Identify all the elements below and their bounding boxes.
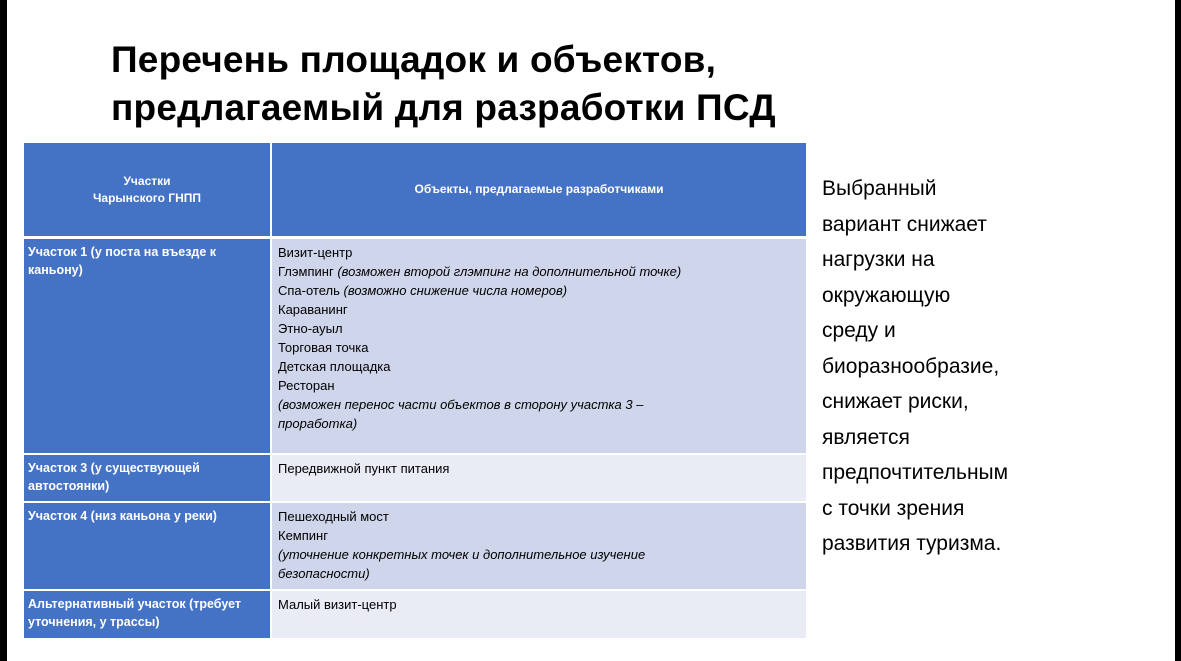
conclusion-line: среду и <box>822 319 896 342</box>
object-note: (возможен перенос части объектов в сторону участка 3 – <box>278 397 644 412</box>
conclusion-line: предпочтительным <box>822 461 1009 484</box>
objects-column-header: Объекты, предлагаемые разработчиками <box>271 143 806 238</box>
area-header-line-1: Участки <box>123 173 171 188</box>
area-column-header <box>24 143 271 238</box>
conclusion-line: окружающую <box>822 283 951 307</box>
slide-title <box>111 36 776 132</box>
sites-table <box>24 143 806 640</box>
object-note: проработка) <box>278 416 358 431</box>
conclusion-line: снижает риски, <box>822 390 969 413</box>
conclusion-line: Выбранный <box>822 177 937 200</box>
object-item: Караванинг <box>278 302 348 317</box>
objects-cell <box>271 590 806 639</box>
area-cell: Участок 1 (у поста на въезде к каньону) <box>24 238 271 455</box>
objects-cell <box>271 238 806 455</box>
table-header-row <box>24 143 806 238</box>
area-cell: Альтернативный участок (требует уточнения, у трассы) <box>24 590 271 639</box>
object-note: безопасности) <box>278 566 370 581</box>
conclusion-line: развития туризма. <box>822 532 1002 555</box>
area-header-line-2: Чарынского ГНПП <box>92 190 201 205</box>
slide-title-line-2: предлагаемый для разработки ПСД <box>111 87 776 128</box>
objects-cell <box>271 454 806 502</box>
object-item: Малый визит-центр <box>278 597 397 612</box>
conclusion-line: нагрузки на <box>822 248 935 271</box>
object-item: Пешеходный мост <box>278 509 389 524</box>
conclusion-line: является <box>822 425 910 449</box>
objects-cell <box>271 502 806 590</box>
conclusion-text <box>822 171 1082 562</box>
object-item: Торговая точка <box>278 340 369 355</box>
object-note: (уточнение конкретных точек и дополнительное изучение <box>278 547 646 562</box>
object-item: Детская площадка <box>278 359 391 374</box>
slide-title-line-1: Перечень площадок и объектов, <box>111 39 717 80</box>
object-item: Кемпинг <box>278 528 328 543</box>
object-item: Ресторан <box>278 378 335 393</box>
table-row <box>24 454 806 502</box>
table-row <box>24 238 806 455</box>
object-item: Этно-ауыл <box>278 321 343 336</box>
conclusion-line: биоразнообразие, <box>822 354 1000 378</box>
presentation-slide <box>7 0 1175 661</box>
area-cell: Участок 4 (низ каньона у реки) <box>24 502 271 590</box>
table-row <box>24 590 806 639</box>
object-item: Передвижной пункт питания <box>278 461 450 476</box>
area-cell: Участок 3 (у существующей автостоянки) <box>24 454 271 502</box>
conclusion-line: с точки зрения <box>822 496 965 520</box>
conclusion-line: вариант снижает <box>822 212 987 236</box>
object-item: Визит-центр <box>278 245 353 260</box>
object-item: Глэмпинг (возможен второй глэмпинг на дополнительной точке) <box>278 264 682 279</box>
table-row <box>24 502 806 590</box>
object-item: Спа-отель (возможно снижение числа номеров) <box>278 283 568 298</box>
